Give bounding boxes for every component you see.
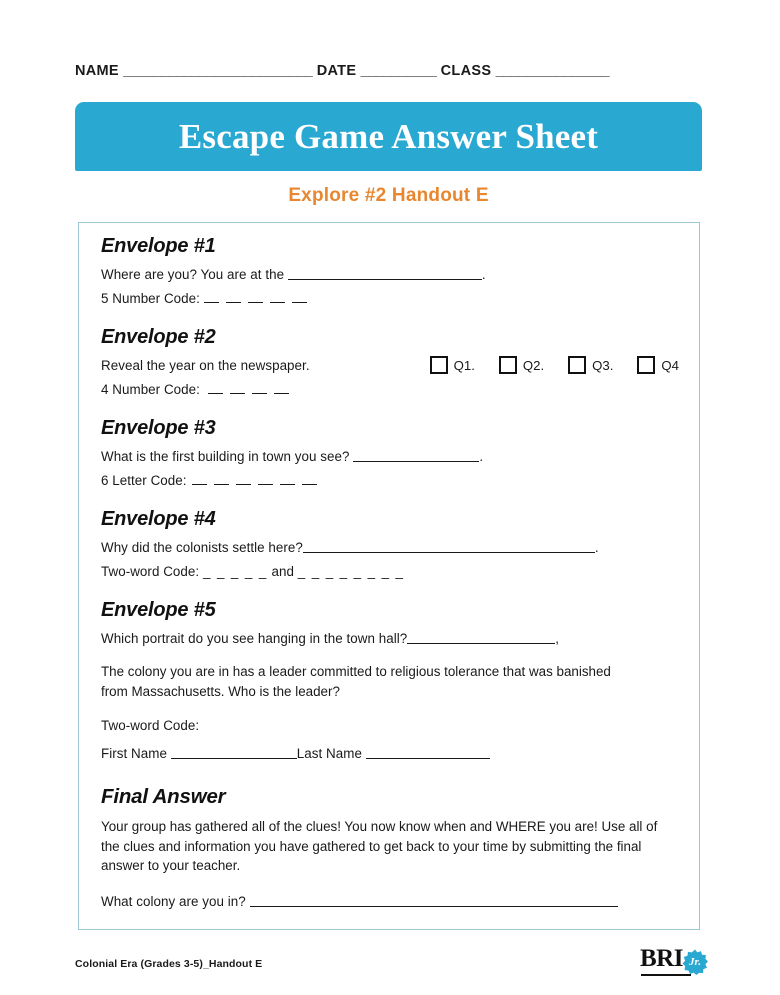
code-word-two[interactable]: _ _ _ _ _ _ _ _ xyxy=(297,564,405,580)
question-row xyxy=(101,265,685,284)
question-text: What colony are you in? xyxy=(101,893,246,909)
code-slot[interactable] xyxy=(270,292,285,303)
code-label: 5 Number Code: xyxy=(101,291,200,307)
code-slot[interactable] xyxy=(302,475,317,486)
section-heading: Envelope #5 xyxy=(101,599,216,622)
code-label: 6 Letter Code: xyxy=(101,473,187,489)
question-row xyxy=(101,629,685,648)
code-label: Two-word Code: xyxy=(101,718,200,734)
student-info-line xyxy=(75,63,705,79)
section-heading: Envelope #3 xyxy=(101,417,216,440)
code-slot[interactable] xyxy=(236,475,251,486)
checkbox-label-q3: Q3. xyxy=(592,357,614,373)
answer-blank[interactable] xyxy=(288,266,482,280)
code-slot[interactable] xyxy=(230,383,245,394)
code-label: 4 Number Code: xyxy=(101,382,200,398)
section-heading: Envelope #1 xyxy=(101,235,216,257)
first-name-label: First Name xyxy=(101,746,167,762)
section-heading: Envelope #2 xyxy=(101,326,216,349)
checkbox-item-q1[interactable] xyxy=(430,356,475,374)
checkbox-label-q2: Q2. xyxy=(522,357,545,373)
section-paragraph: The colony you are in has a leader committed to religious tolerance that was banished from Massachusetts. Who is the leader? xyxy=(101,664,611,699)
name-code-row xyxy=(101,744,685,763)
code-slot[interactable] xyxy=(204,292,219,303)
code-row xyxy=(101,380,685,399)
section-paragraph: Your group has gathered all of the clues! You now know when and WHERE you are! Use all of the clues and information you have gathered to get back to your time by submitting the final answer to your teacher. xyxy=(101,819,658,874)
code-slot[interactable] xyxy=(248,292,263,303)
date-blank[interactable]: __________ xyxy=(360,63,437,79)
date-label: DATE xyxy=(316,63,357,79)
checkbox-label-q1: Q1. xyxy=(453,357,475,373)
last-name-label: Last Name xyxy=(296,746,362,762)
answer-blank[interactable] xyxy=(407,631,555,645)
section-envelope-4 xyxy=(101,508,685,581)
code-slot[interactable] xyxy=(192,475,207,486)
answer-blank[interactable] xyxy=(353,448,479,462)
question-text: What is the first building in town you see? xyxy=(101,449,350,465)
question-row xyxy=(101,538,685,557)
question-text: Why did the colonists settle here? xyxy=(101,540,303,556)
question-tail: , xyxy=(555,631,560,647)
code-row xyxy=(101,471,685,490)
worksheet-sections xyxy=(101,235,685,911)
question-tail: . xyxy=(481,267,486,282)
checkbox-q1[interactable] xyxy=(430,356,448,374)
code-slot[interactable] xyxy=(274,383,289,394)
title-banner xyxy=(75,102,702,171)
name-label: NAME xyxy=(75,63,119,79)
checkbox-q4[interactable] xyxy=(637,356,655,374)
code-slot[interactable] xyxy=(252,383,267,394)
question-text: Where are you? You are at the xyxy=(101,267,285,282)
code-slots[interactable] xyxy=(208,380,296,399)
code-slot[interactable] xyxy=(208,383,223,394)
logo-wordmark: BRI xyxy=(640,945,683,972)
footer-document-label: Colonial Era (Grades 3-5)_Handout E xyxy=(75,958,263,970)
question-tail: . xyxy=(594,540,599,556)
page-subtitle: Explore #2 Handout E xyxy=(288,185,489,206)
page-title: Escape Game Answer Sheet xyxy=(178,117,599,156)
section-final-answer xyxy=(101,785,685,910)
checkbox-label-q4: Q4 xyxy=(661,357,679,373)
question-text: Reveal the year on the newspaper. xyxy=(101,358,310,374)
code-label-row xyxy=(101,716,685,735)
checkbox-item-q4[interactable] xyxy=(637,356,679,374)
worksheet-content-box xyxy=(78,222,700,930)
class-blank[interactable]: _______________ xyxy=(495,63,610,79)
question-tail: . xyxy=(479,449,484,465)
section-envelope-1 xyxy=(101,235,685,308)
code-label: Two-word Code: xyxy=(101,564,200,580)
bri-jr-logo xyxy=(640,946,716,980)
code-slot[interactable] xyxy=(258,475,273,486)
name-blank[interactable]: _________________________ xyxy=(123,63,313,79)
section-envelope-5 xyxy=(101,599,685,763)
section-envelope-2 xyxy=(101,326,685,399)
code-word-one[interactable]: _ _ _ _ _ xyxy=(202,564,268,580)
question-row xyxy=(101,892,685,911)
code-row xyxy=(101,289,685,308)
code-slot[interactable] xyxy=(226,292,241,303)
answer-blank[interactable] xyxy=(250,893,618,907)
checkbox-q3[interactable] xyxy=(568,356,586,374)
class-label: CLASS xyxy=(440,63,492,79)
question-row xyxy=(101,447,685,466)
quarter-checkbox-group xyxy=(430,356,679,374)
code-slots[interactable] xyxy=(192,471,324,490)
code-row xyxy=(101,562,685,581)
question-text: Which portrait do you see hanging in the town hall? xyxy=(101,631,408,647)
code-slot[interactable] xyxy=(292,292,307,303)
section-envelope-3 xyxy=(101,417,685,490)
code-slot[interactable] xyxy=(280,475,295,486)
first-name-blank[interactable] xyxy=(171,745,297,759)
last-name-blank[interactable] xyxy=(366,745,490,759)
code-slot[interactable] xyxy=(214,475,229,486)
checkbox-item-q2[interactable] xyxy=(499,356,544,374)
code-slots[interactable] xyxy=(204,289,314,308)
checkbox-q2[interactable] xyxy=(499,356,517,374)
section-heading: Envelope #4 xyxy=(101,508,216,531)
answer-blank[interactable] xyxy=(303,539,595,553)
code-joiner: and xyxy=(271,564,294,580)
logo-badge-text: Jr. xyxy=(689,956,701,968)
checkbox-item-q3[interactable] xyxy=(568,356,613,374)
section-heading: Final Answer xyxy=(101,785,226,809)
